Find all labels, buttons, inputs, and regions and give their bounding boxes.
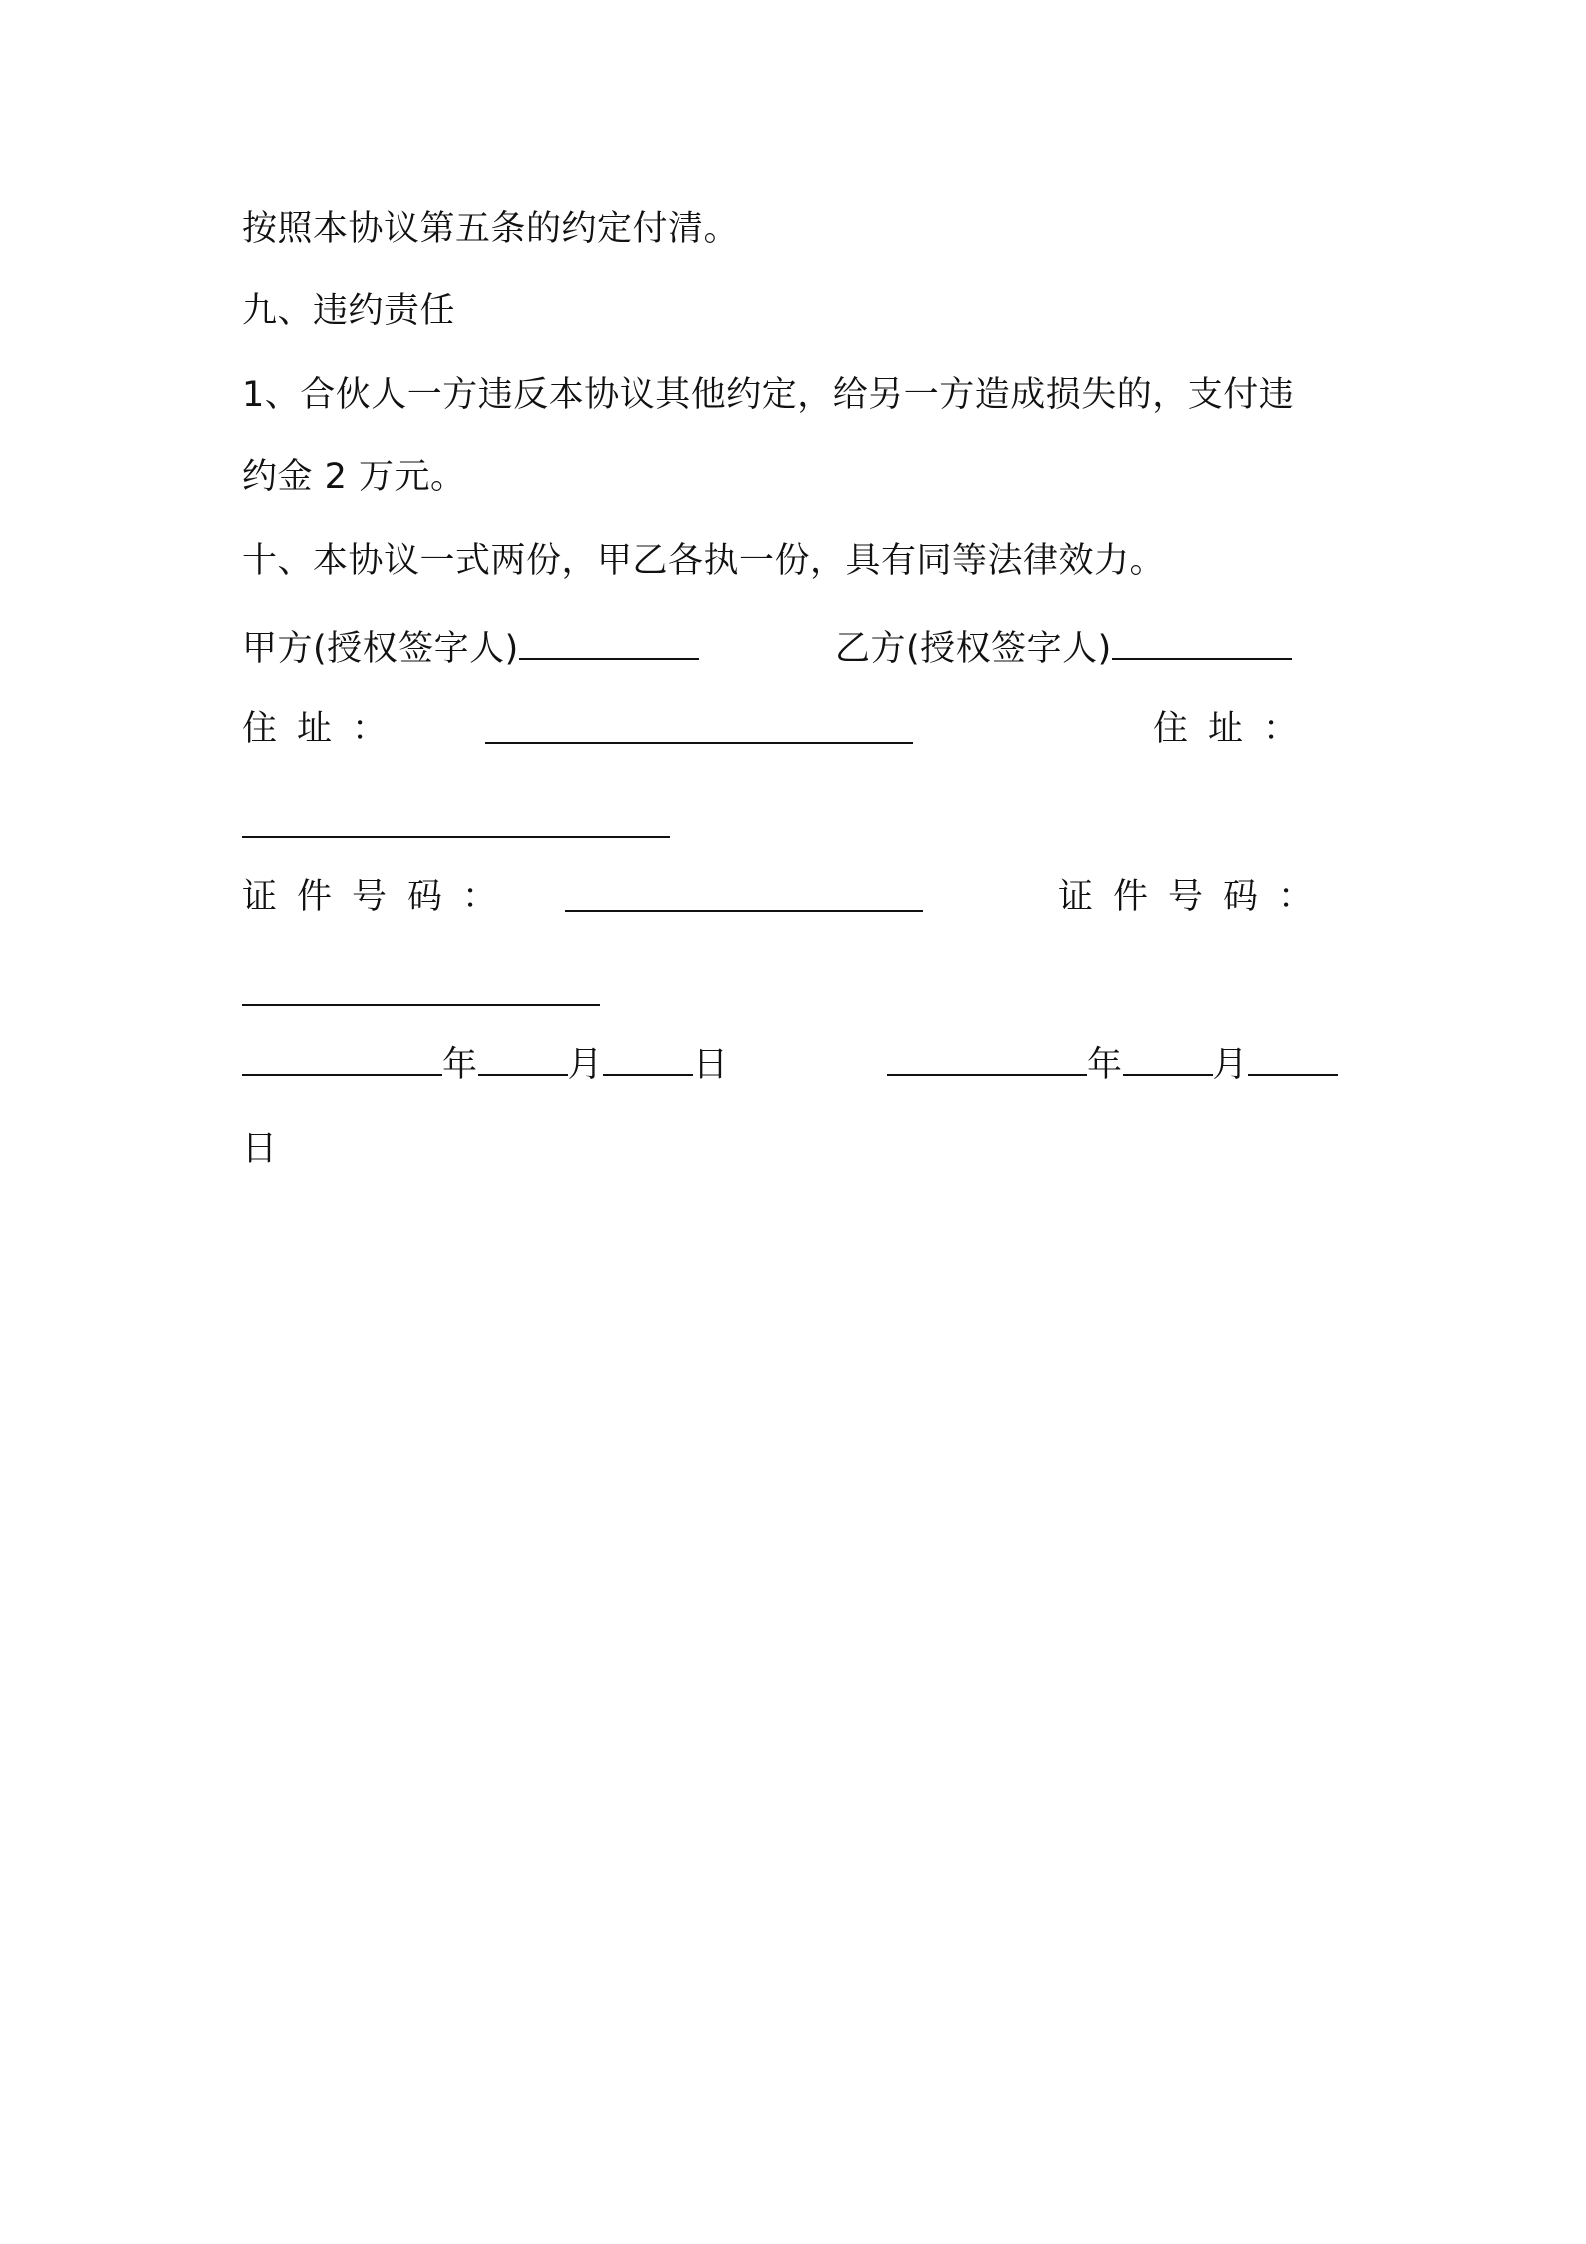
party-a-id-label: 证件号码： xyxy=(242,877,518,917)
party-b-id-blank xyxy=(242,974,600,1006)
party-b-date xyxy=(887,1041,1338,1089)
party-b-month-label: 月 xyxy=(1212,1045,1249,1085)
paragraph-payment: 按照本协议第五条的约定付清。 xyxy=(242,209,740,249)
party-a-address-label: 住址： xyxy=(242,709,408,749)
paragraph-copies: 十、本协议一式两份，甲乙各执一份，具有同等法律效力。 xyxy=(242,541,1166,581)
party-a-address-blank xyxy=(485,712,913,744)
party-b-day-label: 日 xyxy=(242,1129,278,1169)
party-a-day-blank xyxy=(603,1044,693,1076)
party-b-year-label: 年 xyxy=(1087,1045,1123,1085)
party-a-signature xyxy=(242,625,699,673)
party-b-day-blank xyxy=(1248,1044,1338,1076)
party-b-address-label: 住址： xyxy=(1153,709,1319,749)
party-b-label: 乙方(授权签字人) xyxy=(835,629,1112,669)
party-a-year-blank xyxy=(242,1044,442,1076)
paragraph-breach-amount: 约金 2 万元。 xyxy=(242,457,466,497)
party-a-label: 甲方(授权签字人) xyxy=(242,629,519,669)
party-b-year-blank xyxy=(887,1044,1087,1076)
paragraph-breach-clause: 1、合伙人一方违反本协议其他约定，给另一方造成损失的，支付违 xyxy=(242,375,1295,415)
party-a-month-label: 月 xyxy=(567,1045,604,1085)
party-b-address-blank xyxy=(242,806,670,838)
party-b-signature-blank xyxy=(1112,628,1292,660)
party-b-month-blank xyxy=(1123,1044,1213,1076)
party-a-year-label: 年 xyxy=(442,1045,478,1085)
party-a-id-blank xyxy=(565,880,923,912)
party-a-day-label: 日 xyxy=(693,1045,729,1085)
section-heading-breach: 九、违约责任 xyxy=(242,291,456,331)
party-a-signature-blank xyxy=(519,628,699,660)
party-b-signature xyxy=(835,625,1292,673)
party-a-date xyxy=(242,1041,729,1089)
party-a-month-blank xyxy=(478,1044,568,1076)
party-b-id-label: 证件号码： xyxy=(1058,877,1334,917)
